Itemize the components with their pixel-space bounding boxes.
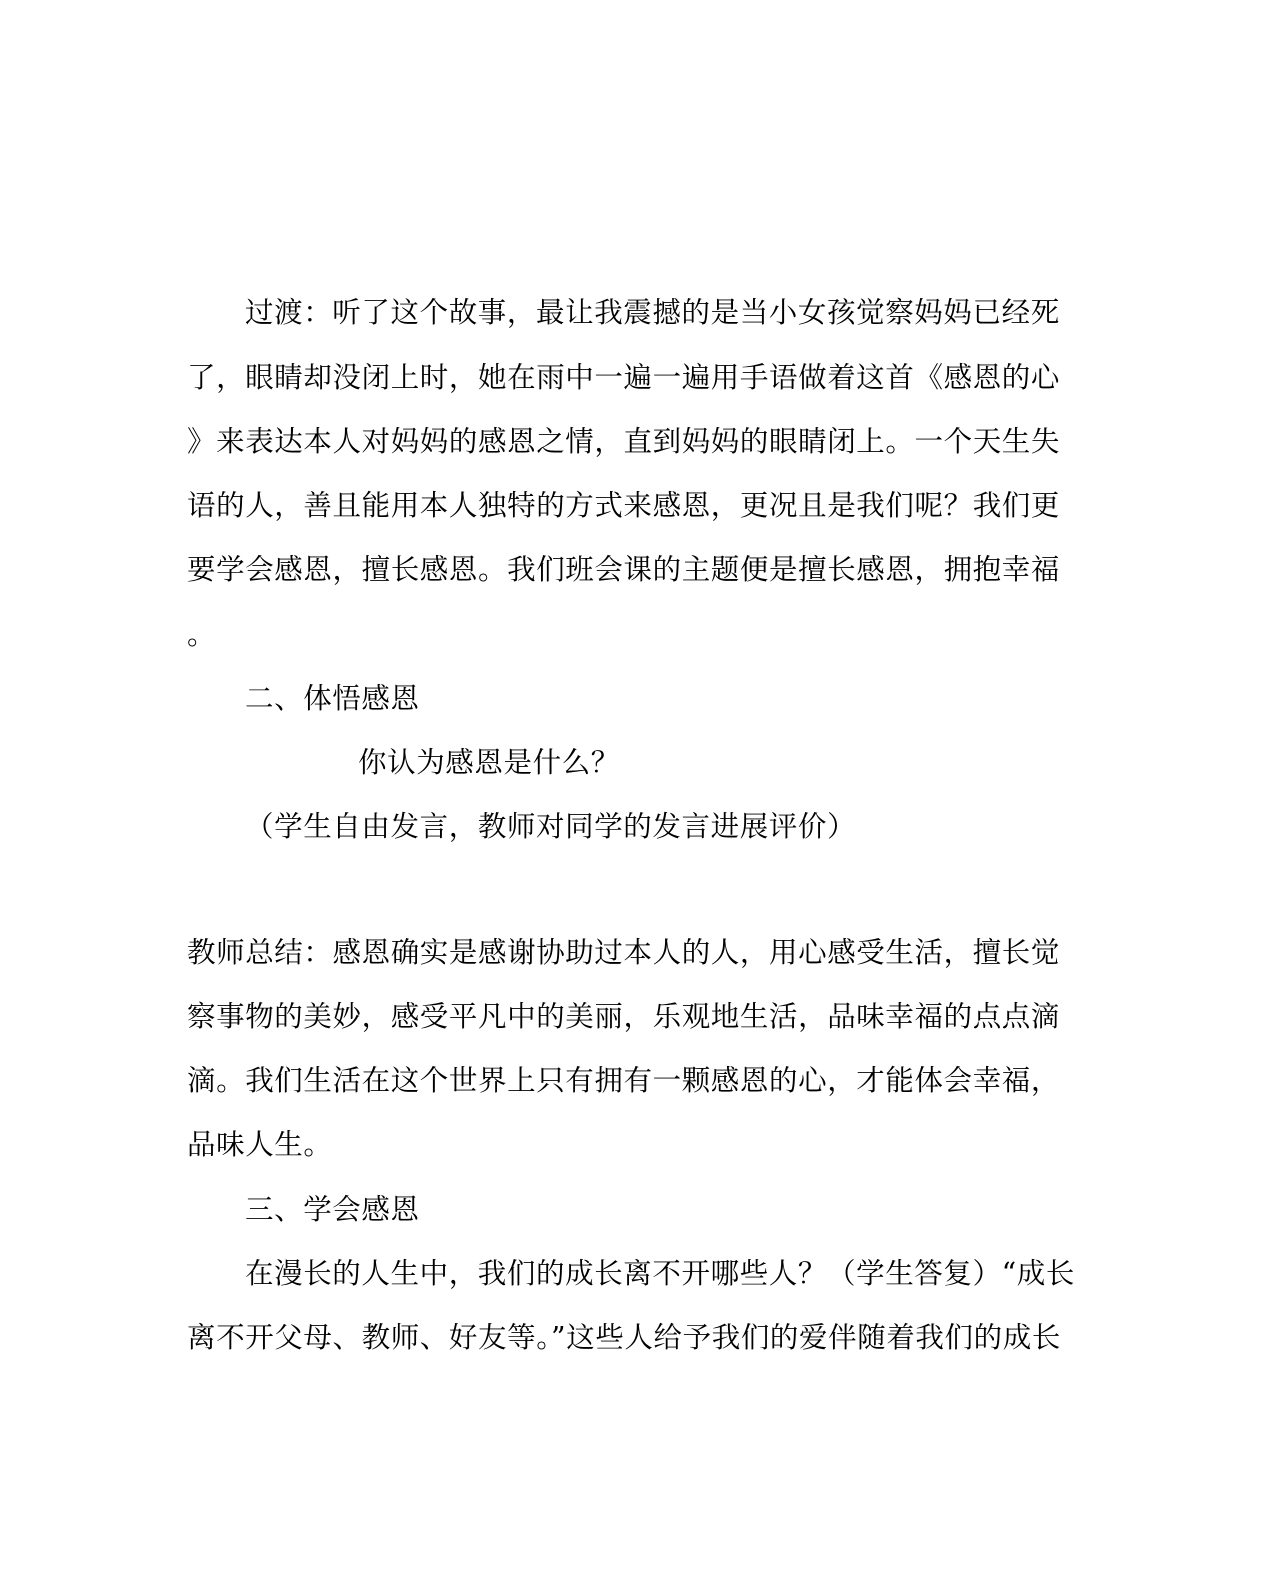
text-line: 了，眼睛却没闭上时，她在雨中一遍一遍用手语做着这首《感恩的心 <box>187 361 1061 394</box>
text-line: 滴。我们生活在这个世界上只有拥有一颗感恩的心，才能体会幸福， <box>187 1064 1061 1097</box>
section-three-heading: 三、学会感恩 <box>245 1193 420 1226</box>
text-line: 》来表达本人对妈妈的感恩之情，直到妈妈的眼睛闭上。一个天生失 <box>187 425 1061 458</box>
text-line: 察事物的美妙，感受平凡中的美丽，乐观地生活，品味幸福的点点滴 <box>187 1000 1061 1033</box>
text-line: 离不开父母、教师、好友等。”这些人给予我们的爱伴随着我们的成长 <box>187 1321 1061 1354</box>
text-line: 在漫长的人生中，我们的成长离不开哪些人？（学生答复）“成长 <box>245 1257 1075 1290</box>
text-line: 过渡：听了这个故事，最让我震撼的是当小女孩觉察妈妈已经死 <box>245 296 1060 329</box>
text-line: 要学会感恩，擅长感恩。我们班会课的主题便是擅长感恩，拥抱幸福 <box>187 553 1061 586</box>
text-line: 语的人，善且能用本人独特的方式来感恩，更况且是我们呢？我们更 <box>187 489 1061 522</box>
question-line: 你认为感恩是什么？ <box>358 746 620 779</box>
student-note: （学生自由发言，教师对同学的发言进展评价） <box>245 810 857 843</box>
text-line: 教师总结：感恩确实是感谢协助过本人的人，用心感受生活，擅长觉 <box>187 936 1061 969</box>
section-two-heading: 二、体悟感恩 <box>245 682 420 715</box>
text-line: 。 <box>187 618 217 651</box>
text-line: 品味人生。 <box>187 1128 333 1161</box>
